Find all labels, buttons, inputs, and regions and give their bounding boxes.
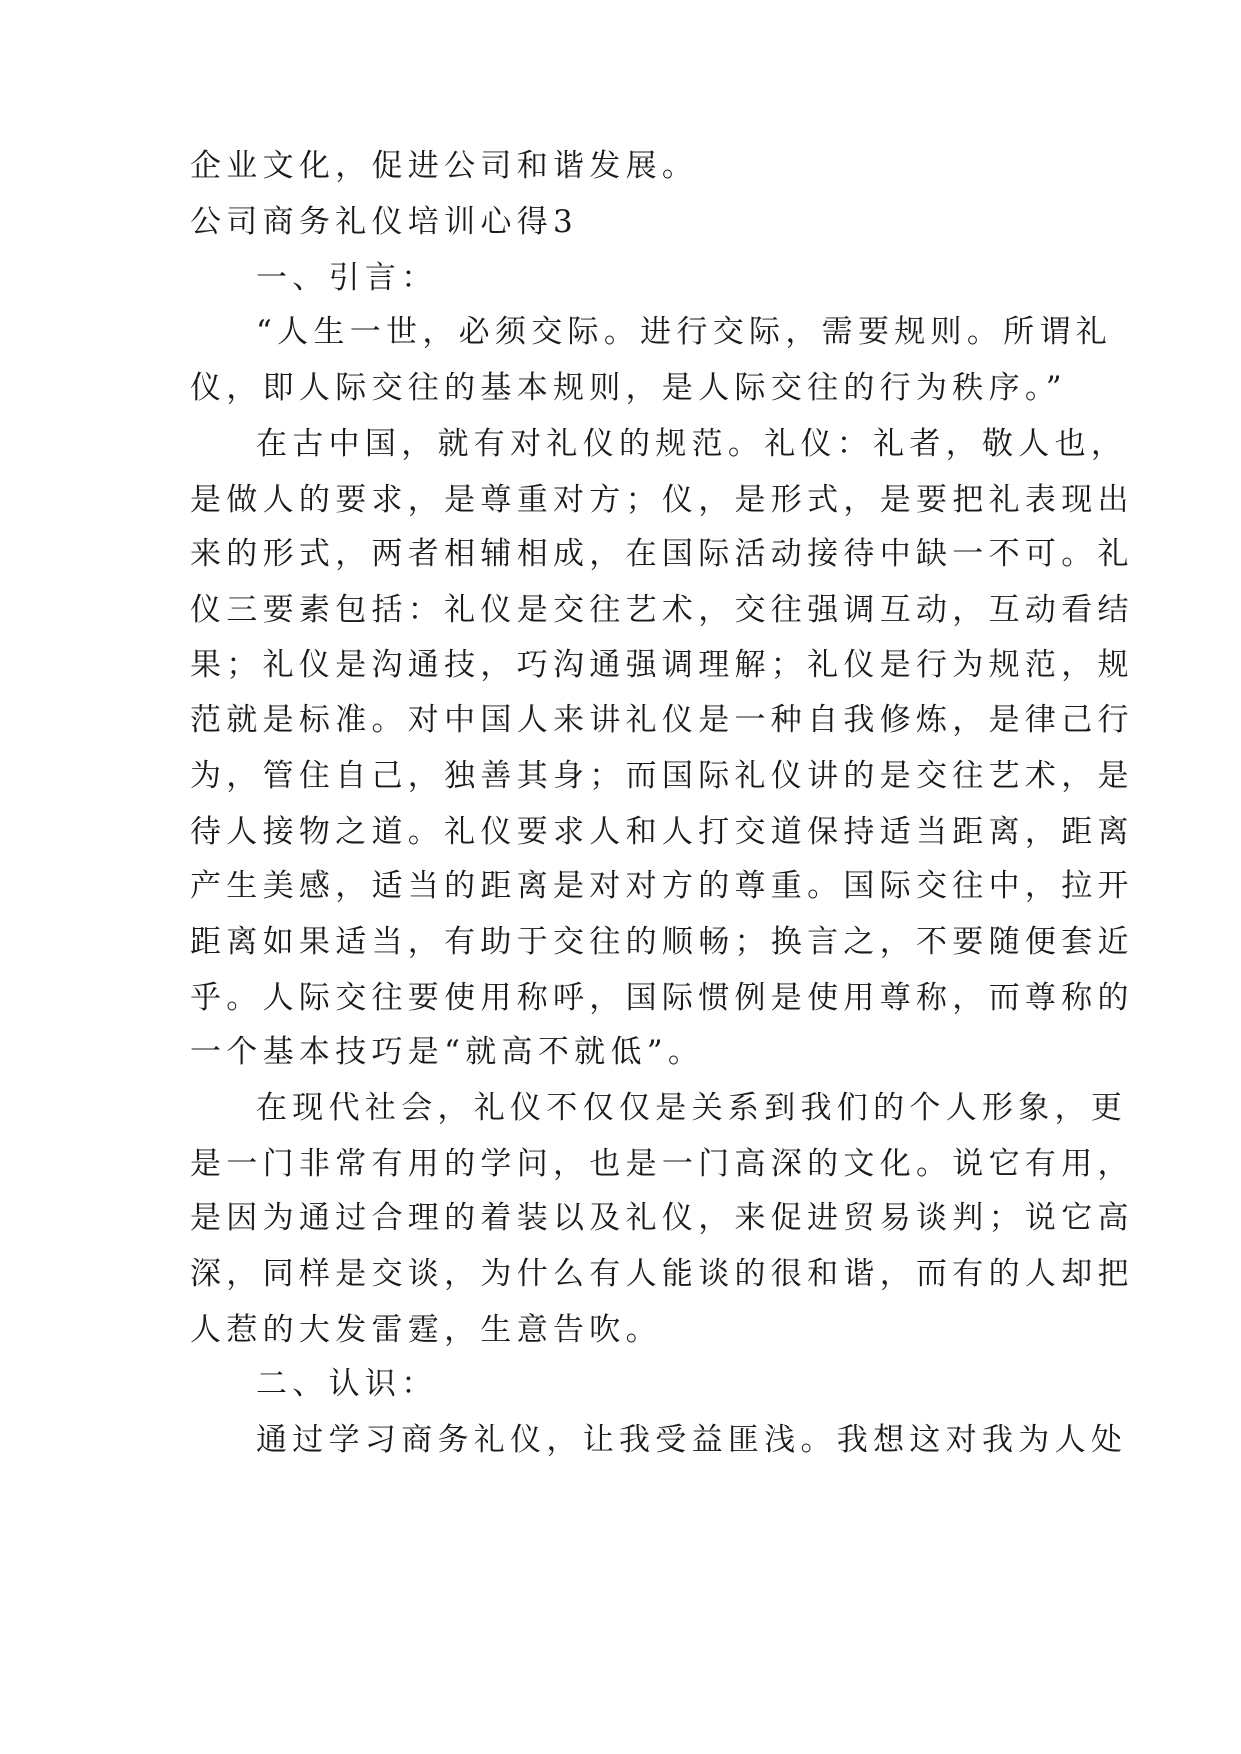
paragraph-line: “人生一世，必须交际。进行交际，需要规则。所谓礼 [256,314,1113,350]
paragraph-line: 仪，即人际交往的基本规则，是人际交往的行为秩序。” [190,370,1067,406]
paragraph-line: 人惹的大发雷霆，生意告吹。 [190,1312,662,1348]
paragraph-line: 来的形式，两者相辅相成，在国际活动接待中缺一不可。礼 [190,536,1134,572]
paragraph-line: 在现代社会，礼仪不仅仅是关系到我们的个人形象，更 [256,1090,1128,1126]
paragraph-line: 是一门非常有用的学问，也是一门高深的文化。说它有用， [190,1146,1134,1182]
paragraph-line: 企业文化，促进公司和谐发展。 [190,148,699,184]
paragraph-line: 仪三要素包括：礼仪是交往艺术，交往强调互动，互动看结 [190,592,1134,628]
paragraph-line: 一个基本技巧是“就高不就低”。 [190,1034,705,1070]
paragraph-line: 是因为通过合理的着装以及礼仪，来促进贸易谈判；说它高 [190,1200,1134,1236]
paragraph-line: 为，管住自己，独善其身；而国际礼仪讲的是交往艺术，是 [190,758,1134,794]
paragraph-line: 范就是标准。对中国人来讲礼仪是一种自我修炼，是律己行 [190,702,1134,738]
section-heading: 公司商务礼仪培训心得3 [190,204,579,240]
paragraph-line: 深，同样是交谈，为什么有人能谈的很和谐，而有的人却把 [190,1256,1134,1292]
paragraph-line: 通过学习商务礼仪，让我受益匪浅。我想这对我为人处 [256,1422,1128,1458]
paragraph-line: 果；礼仪是沟通技，巧沟通强调理解；礼仪是行为规范，规 [190,647,1134,683]
paragraph-line: 产生美感，适当的距离是对对方的尊重。国际交往中，拉开 [190,868,1134,904]
paragraph-line: 乎。人际交往要使用称呼，国际惯例是使用尊称，而尊称的 [190,980,1134,1016]
paragraph-line: 待人接物之道。礼仪要求人和人打交道保持适当距离，距离 [190,814,1134,850]
paragraph-line: 在古中国，就有对礼仪的规范。礼仪：礼者，敬人也， [256,426,1128,462]
subheading-understanding: 二、认识： [256,1366,438,1402]
subheading-intro: 一、引言： [256,260,438,296]
paragraph-line: 距离如果适当，有助于交往的顺畅；换言之，不要随便套近 [190,924,1134,960]
paragraph-line: 是做人的要求，是尊重对方；仪，是形式，是要把礼表现出 [190,482,1134,518]
